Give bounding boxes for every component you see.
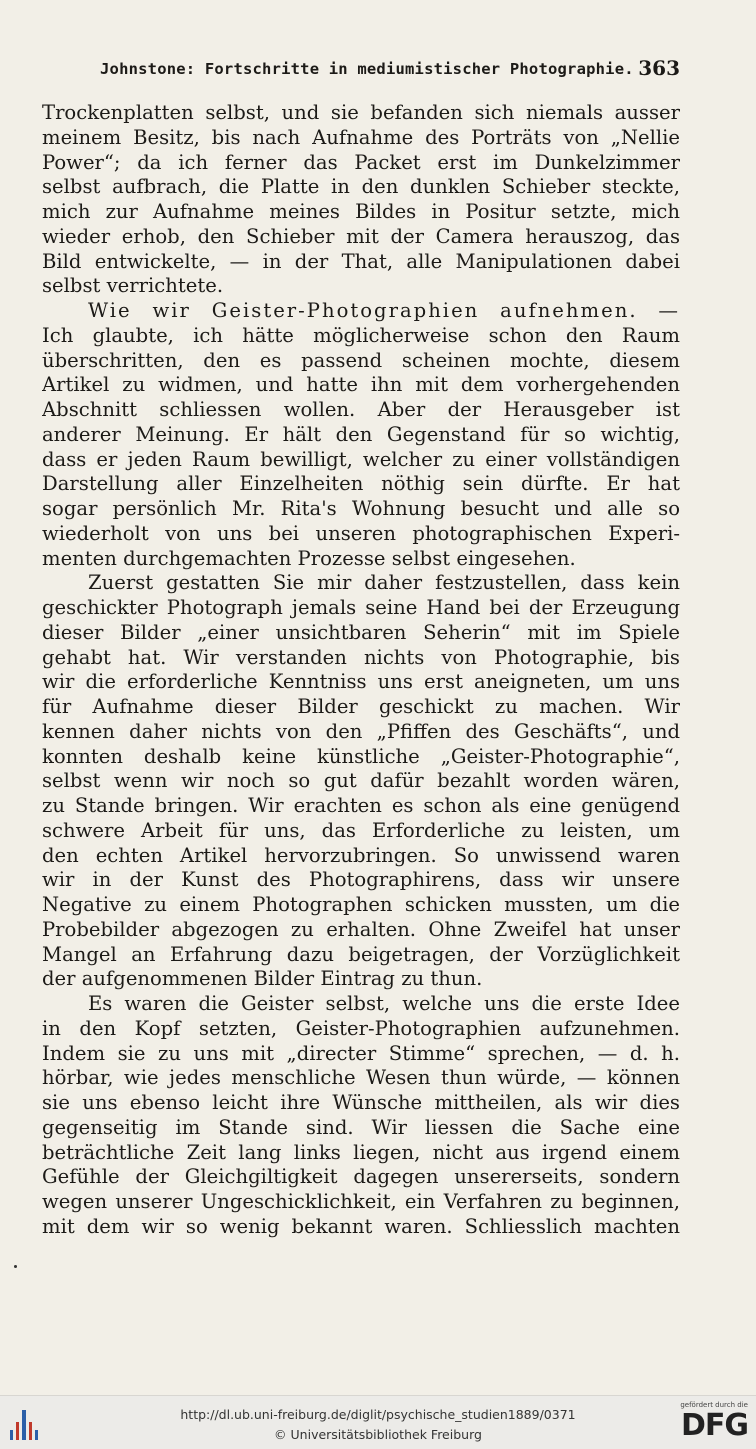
text-line: hörbar, wie jedes menschliche Wesen thun würde, — können [42, 1066, 680, 1090]
text-line: kennen daher nichts von den „Pfiffen des Geschäfts“, und [42, 719, 680, 743]
text-line: für Aufnahme dieser Bilder geschickt zu machen. Wir [42, 695, 680, 718]
text-line: Gefühle der Gleichgiltigkeit dagegen unsererseits, sondern [42, 1165, 680, 1189]
text-line: den echten Artikel hervorzubringen. So unwissend waren [42, 843, 680, 867]
text-line: menten durchgemachten Prozesse selbst eingesehen. [42, 546, 576, 570]
text-line: konnten deshalb keine künstliche „Geister-Photographie“, [42, 744, 680, 768]
text-line: selbst wenn wir noch so gut dafür bezahlt worden wären, [42, 769, 680, 793]
text-line: in den Kopf setzten, Geister-Photographien aufzunehmen. [42, 1016, 680, 1040]
text-line: Power“; da ich ferner das Packet erst im Dunkelzimmer [42, 150, 680, 174]
text-line: wegen unserer Ungeschicklichkeit, ein Verfahren zu beginnen, [42, 1190, 680, 1213]
text-line: meinem Besitz, bis nach Aufnahme des Porträts von „Nellie [42, 125, 680, 149]
paragraph-start-line: Es waren die Geister selbst, welche uns die erste Idee [88, 992, 680, 1015]
source-url-link[interactable]: http://dl.ub.uni-freiburg.de/diglit/psychische_studien1889/0371 [180, 1407, 576, 1422]
text-line: wir die erforderliche Kenntniss uns erst aneigneten, um uns [42, 670, 680, 694]
text-line: sie uns ebenso leicht ihre Wünsche mittheilen, als wir dies [42, 1091, 680, 1114]
text-line: zu Stande bringen. Wir erachten es schon als eine genügend [42, 794, 680, 817]
text-line: dass er jeden Raum bewilligt, welcher zu einer vollständigen [42, 447, 680, 471]
text-line: Indem sie zu uns mit „directer Stimme“ sprechen, — d. h. [42, 1041, 680, 1065]
text-line: überschritten, den es passend scheinen mochte, diesem [42, 348, 680, 372]
text-line: Negative zu einem Photographen schicken mussten, um die [42, 893, 680, 916]
page-number: 363 [638, 56, 680, 80]
text-line: Trockenplatten selbst, und sie befanden sich niemals ausser [42, 101, 680, 124]
paragraph-start-line: Zuerst gestatten Sie mir daher festzustellen, dass kein [88, 571, 680, 595]
section-heading-line: Wie wir Geister-Photographien aufnehmen. — [88, 299, 680, 322]
text-line: sogar persönlich Mr. Rita's Wohnung besucht und alle so [42, 497, 680, 520]
text-line: Darstellung aller Einzelheiten nöthig sein dürfte. Er hat [42, 472, 680, 496]
text-line: gehabt hat. Wir verstanden nichts von Photographie, bis [42, 645, 680, 669]
text-line: wiederholt von uns bei unseren photographischen Experi- [42, 521, 680, 545]
text-line: Ich glaubte, ich hätte möglicherweise schon den Raum [42, 323, 680, 347]
viewer-footer [0, 1395, 756, 1449]
text-line: geschickter Photograph jemals seine Hand bei der Erzeugung [42, 596, 680, 619]
dfg-logo [668, 1401, 748, 1445]
page-header [42, 56, 682, 86]
text-line: anderer Meinung. Er hält den Gegenstand für so wichtig, [42, 422, 680, 446]
text-line: mich zur Aufnahme meines Bildes in Positur setzte, mich [42, 200, 680, 223]
text-line: der aufgenommenen Bilder Eintrag zu thun. [42, 967, 483, 991]
text-line: Abschnitt schliessen wollen. Aber der Herausgeber ist [42, 398, 680, 421]
text-line: beträchtliche Zeit lang links liegen, nicht aus irgend einem [42, 1140, 680, 1164]
text-line: selbst aufbrach, die Platte in den dunklen Schieber steckte, [42, 175, 680, 199]
text-line: gegenseitig im Stande sind. Wir liessen die Sache eine [42, 1115, 680, 1139]
text-line: Artikel zu widmen, und hatte ihn mit dem vorhergehenden [42, 373, 680, 397]
text-line: selbst verrichtete. [42, 274, 224, 298]
text-line: schwere Arbeit für uns, das Erforderliche zu leisten, um [42, 818, 680, 842]
text-line: Probebilder abgezogen zu erhalten. Ohne Zweifel hat unser [42, 917, 680, 941]
text-line: wieder erhob, den Schieber mit der Camera herauszog, das [42, 224, 680, 248]
text-line: mit dem wir so wenig bekannt waren. Schliesslich machten [42, 1214, 680, 1238]
body-text [42, 101, 680, 1240]
dfg-funding-note: gefördert durch die [680, 1401, 748, 1409]
text-line: Bild entwickelte, — in der That, alle Manipulationen dabei [42, 249, 680, 273]
text-line: dieser Bilder „einer unsichtbaren Seherin“ mit im Spiele [42, 620, 680, 644]
text-line: wir in der Kunst des Photographirens, dass wir unsere [42, 868, 680, 892]
margin-speck [14, 1265, 17, 1268]
copyright-notice: © Universitätsbibliothek Freiburg [274, 1427, 482, 1442]
dfg-logo-text: DFG [680, 1408, 748, 1443]
text-line: Mangel an Erfahrung dazu beigetragen, der Vorzüglichkeit [42, 942, 680, 966]
running-title: Johnstone: Fortschritte in mediumistischer Photographie. [100, 60, 634, 78]
